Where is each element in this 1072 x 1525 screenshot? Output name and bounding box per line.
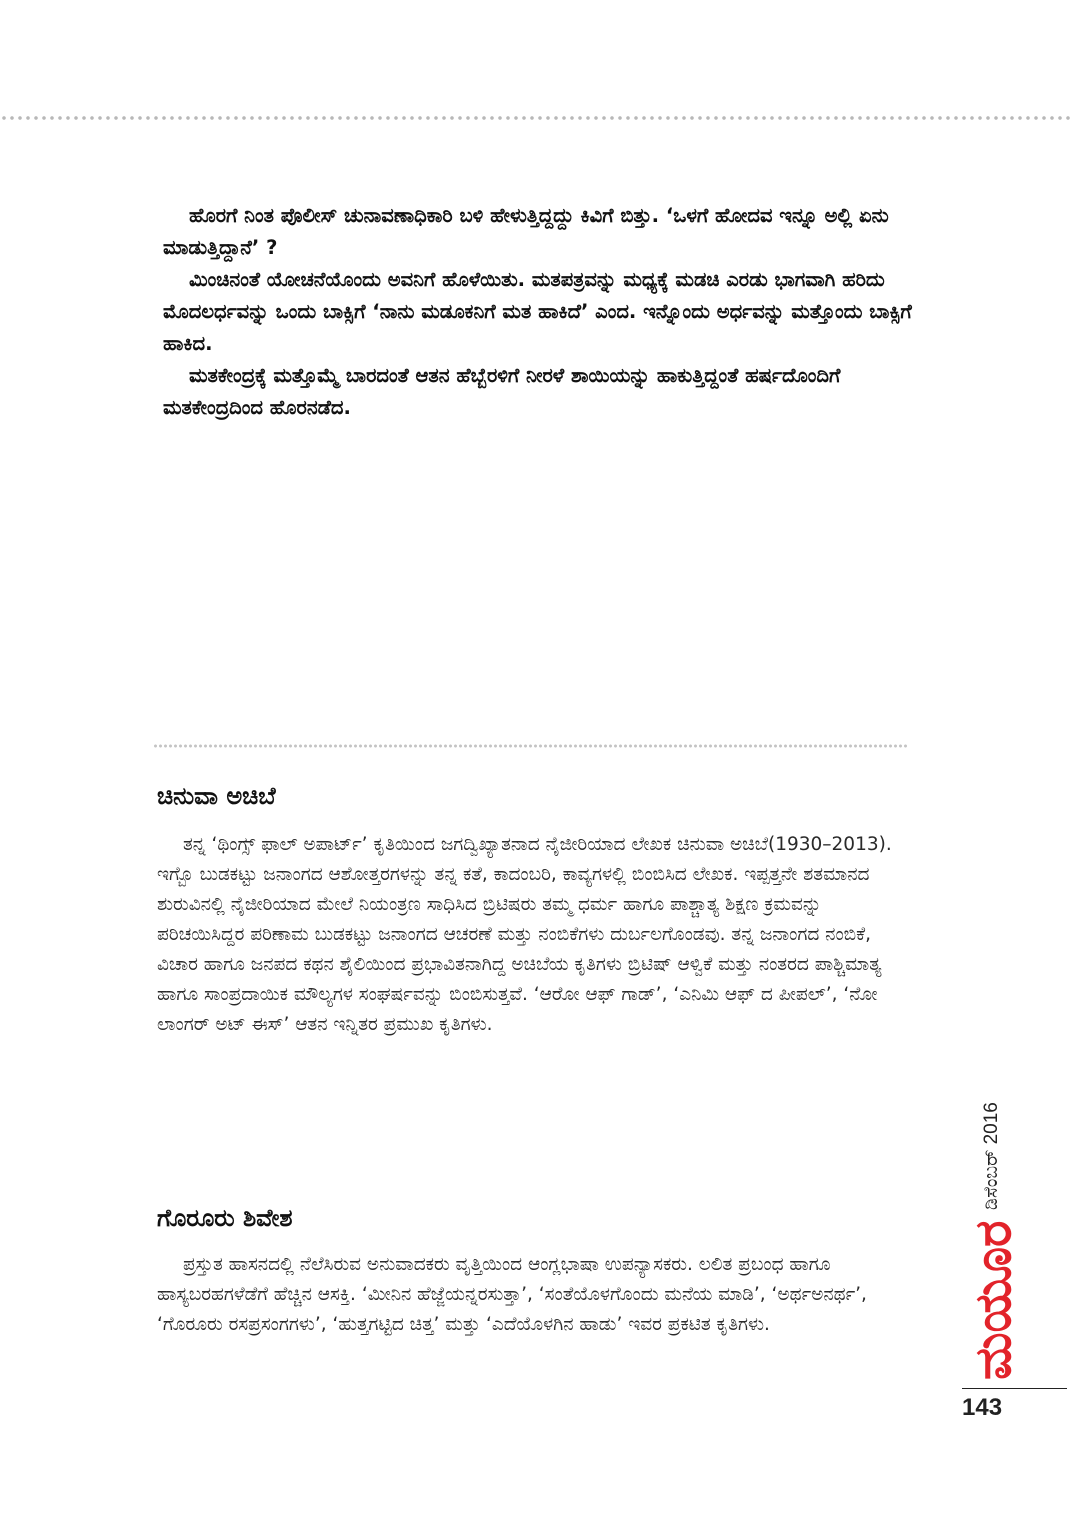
- author-name-heading: ಚಿನುವಾ ಅಚಿಬೆ: [157, 782, 276, 810]
- translator-bio-text: ಪ್ರಸ್ತುತ ಹಾಸನದಲ್ಲಿ ನೆಲೆಸಿರುವ ಅನುವಾದಕರು ವೃತ್ತಿಯಿಂದ ಆಂಗ್ಲಭಾಷಾ ಉಪನ್ಯಾಸಕರು. ಲಲಿತ ಪ್ರಬಂಧ ಹಾಗೂ ಹಾಸ್ಯಬರಹಗಳೆಡೆಗೆ ಹೆಚ್ಚಿನ ಆಸಕ್ತಿ. ‘ಮೀನಿನ ಹೆಜ್ಜೆಯನ್ನರಸುತ್ತಾ’, ‘ಸಂತೆಯೊಳಗೊಂದು ಮನೆಯ ಮಾಡಿ’, ‘ಅರ್ಥಅನರ್ಥ’, ‘ಗೊರೂರು ರಸಪ್ರಸಂಗಗಳು’, ‘ಹುತ್ತಗಟ್ಟಿದ ಚಿತ್ತ’ ಮತ್ತು ‘ಎದೆಯೊಳಗಿನ ಹಾಡು’ ಇವರ ಪ್ರಕಟಿತ ಕೃತಿಗಳು.: [157, 1254, 867, 1335]
- top-dotted-divider: [0, 115, 1072, 121]
- story-paragraph: ಹೊರಗೆ ನಿಂತ ಪೊಲೀಸ್ ಚುನಾವಣಾಧಿಕಾರಿ ಬಳಿ ಹೇಳುತ್ತಿದ್ದದ್ದು ಕಿವಿಗೆ ಬಿತ್ತು. ‘ಒಳಗೆ ಹೋದವ ಇನ್ನೂ ಅಲ್ಲಿ ಏನು ಮಾಡುತ್ತಿದ್ದಾನೆ’ ?: [163, 204, 889, 259]
- translator-name-heading: ಗೊರೂರು ಶಿವೇಶ: [157, 1204, 293, 1232]
- issue-date: ಡಿಸೆಂಬರ್ 2016: [981, 1102, 1002, 1210]
- page-number-rule: [962, 1388, 1067, 1389]
- story-paragraph: ಮಿಂಚಿನಂತೆ ಯೋಚನೆಯೊಂದು ಅವನಿಗೆ ಹೊಳೆಯಿತು. ಮತಪತ್ರವನ್ನು ಮಧ್ಯಕ್ಕೆ ಮಡಚಿ ಎರಡು ಭಾಗವಾಗಿ ಹರಿದು ಮೊದಲರ್ಧವನ್ನು ಒಂದು ಬಾಕ್ಸಿಗೆ ‘ನಾನು ಮಡೂಕನಿಗೆ ಮತ ಹಾಕಿದೆ’ ಎಂದ. ಇನ್ನೊಂದು ಅರ್ಧವನ್ನು ಮತ್ತೊಂದು ಬಾಕ್ಸಿಗೆ ಹಾಕಿದ.: [163, 268, 912, 355]
- magazine-sidebar: [938, 1100, 1048, 1380]
- section-dotted-divider: [153, 743, 908, 749]
- magazine-logo: ಮಯೂರ: [964, 1220, 1022, 1380]
- story-ending: [163, 200, 913, 424]
- page-number: 143: [962, 1394, 1003, 1421]
- story-paragraph: ಮತಕೇಂದ್ರಕ್ಕೆ ಮತ್ತೊಮ್ಮೆ ಬಾರದಂತೆ ಆತನ ಹೆಬ್ಬೆರಳಿಗೆ ನೀರಳೆ ಶಾಯಿಯನ್ನು ಹಾಕುತ್ತಿದ್ದಂತೆ ಹರ್ಷದೊಂದಿಗೆ ಮತಕೇಂದ್ರದಿಂದ ಹೊರನಡೆದ.: [163, 364, 841, 419]
- author-bio-text: ತನ್ನ ‘ಥಿಂಗ್ಸ್ ಫಾಲ್ ಅಪಾರ್ಟ್’ ಕೃತಿಯಿಂದ ಜಗದ್ವಿಖ್ಯಾತನಾದ ನೈಜೀರಿಯಾದ ಲೇಖಕ ಚಿನುವಾ ಅಚಿಬೆ(1930–2013). ಇಗ್ಬೊ ಬುಡಕಟ್ಟು ಜನಾಂಗದ ಆಶೋತ್ತರಗಳನ್ನು ತನ್ನ ಕತೆ, ಕಾದಂಬರಿ, ಕಾವ್ಯಗಳಲ್ಲಿ ಬಿಂಬಿಸಿದ ಲೇಖಕ. ಇಪ್ಪತ್ತನೇ ಶತಮಾನದ ಶುರುವಿನಲ್ಲಿ ನೈಜೀರಿಯಾದ ಮೇಲೆ ನಿಯಂತ್ರಣ ಸಾಧಿಸಿದ ಬ್ರಿಟಿಷರು ತಮ್ಮ ಧರ್ಮ ಹಾಗೂ ಪಾಶ್ಚಾತ್ಯ ಶಿಕ್ಷಣ ಕ್ರಮವನ್ನು ಪರಿಚಯಿಸಿದ್ದರ ಪರಿಣಾಮ ಬುಡಕಟ್ಟು ಜನಾಂಗದ ಆಚರಣೆ ಮತ್ತು ನಂಬಿಕೆಗಳು ದುರ್ಬಲಗೊಂಡವು. ತನ್ನ ಜನಾಂಗದ ನಂಬಿಕೆ, ವಿಚಾರ ಹಾಗೂ ಜನಪದ ಕಥನ ಶೈಲಿಯಿಂದ ಪ್ರಭಾವಿತನಾಗಿದ್ದ ಅಚಿಬೆಯ ಕೃತಿಗಳು ಬ್ರಿಟಿಷ್ ಆಳ್ವಿಕೆ ಮತ್ತು ನಂತರದ ಪಾಶ್ಚಿಮಾತ್ಯ ಹಾಗೂ ಸಾಂಪ್ರದಾಯಿಕ ಮೌಲ್ಯಗಳ ಸಂಘರ್ಷವನ್ನು ಬಿಂಬಿಸುತ್ತವೆ. ‘ಆರೋ ಆಫ್ ಗಾಡ್’, ‘ಎನಿಮಿ ಆಫ್ ದ ಪೀಪಲ್’, ‘ನೋ ಲಾಂಗರ್ ಅಟ್ ಈಸ್’ ಆತನ ಇನ್ನಿತರ ಪ್ರಮುಖ ಕೃತಿಗಳು.: [157, 834, 892, 1035]
